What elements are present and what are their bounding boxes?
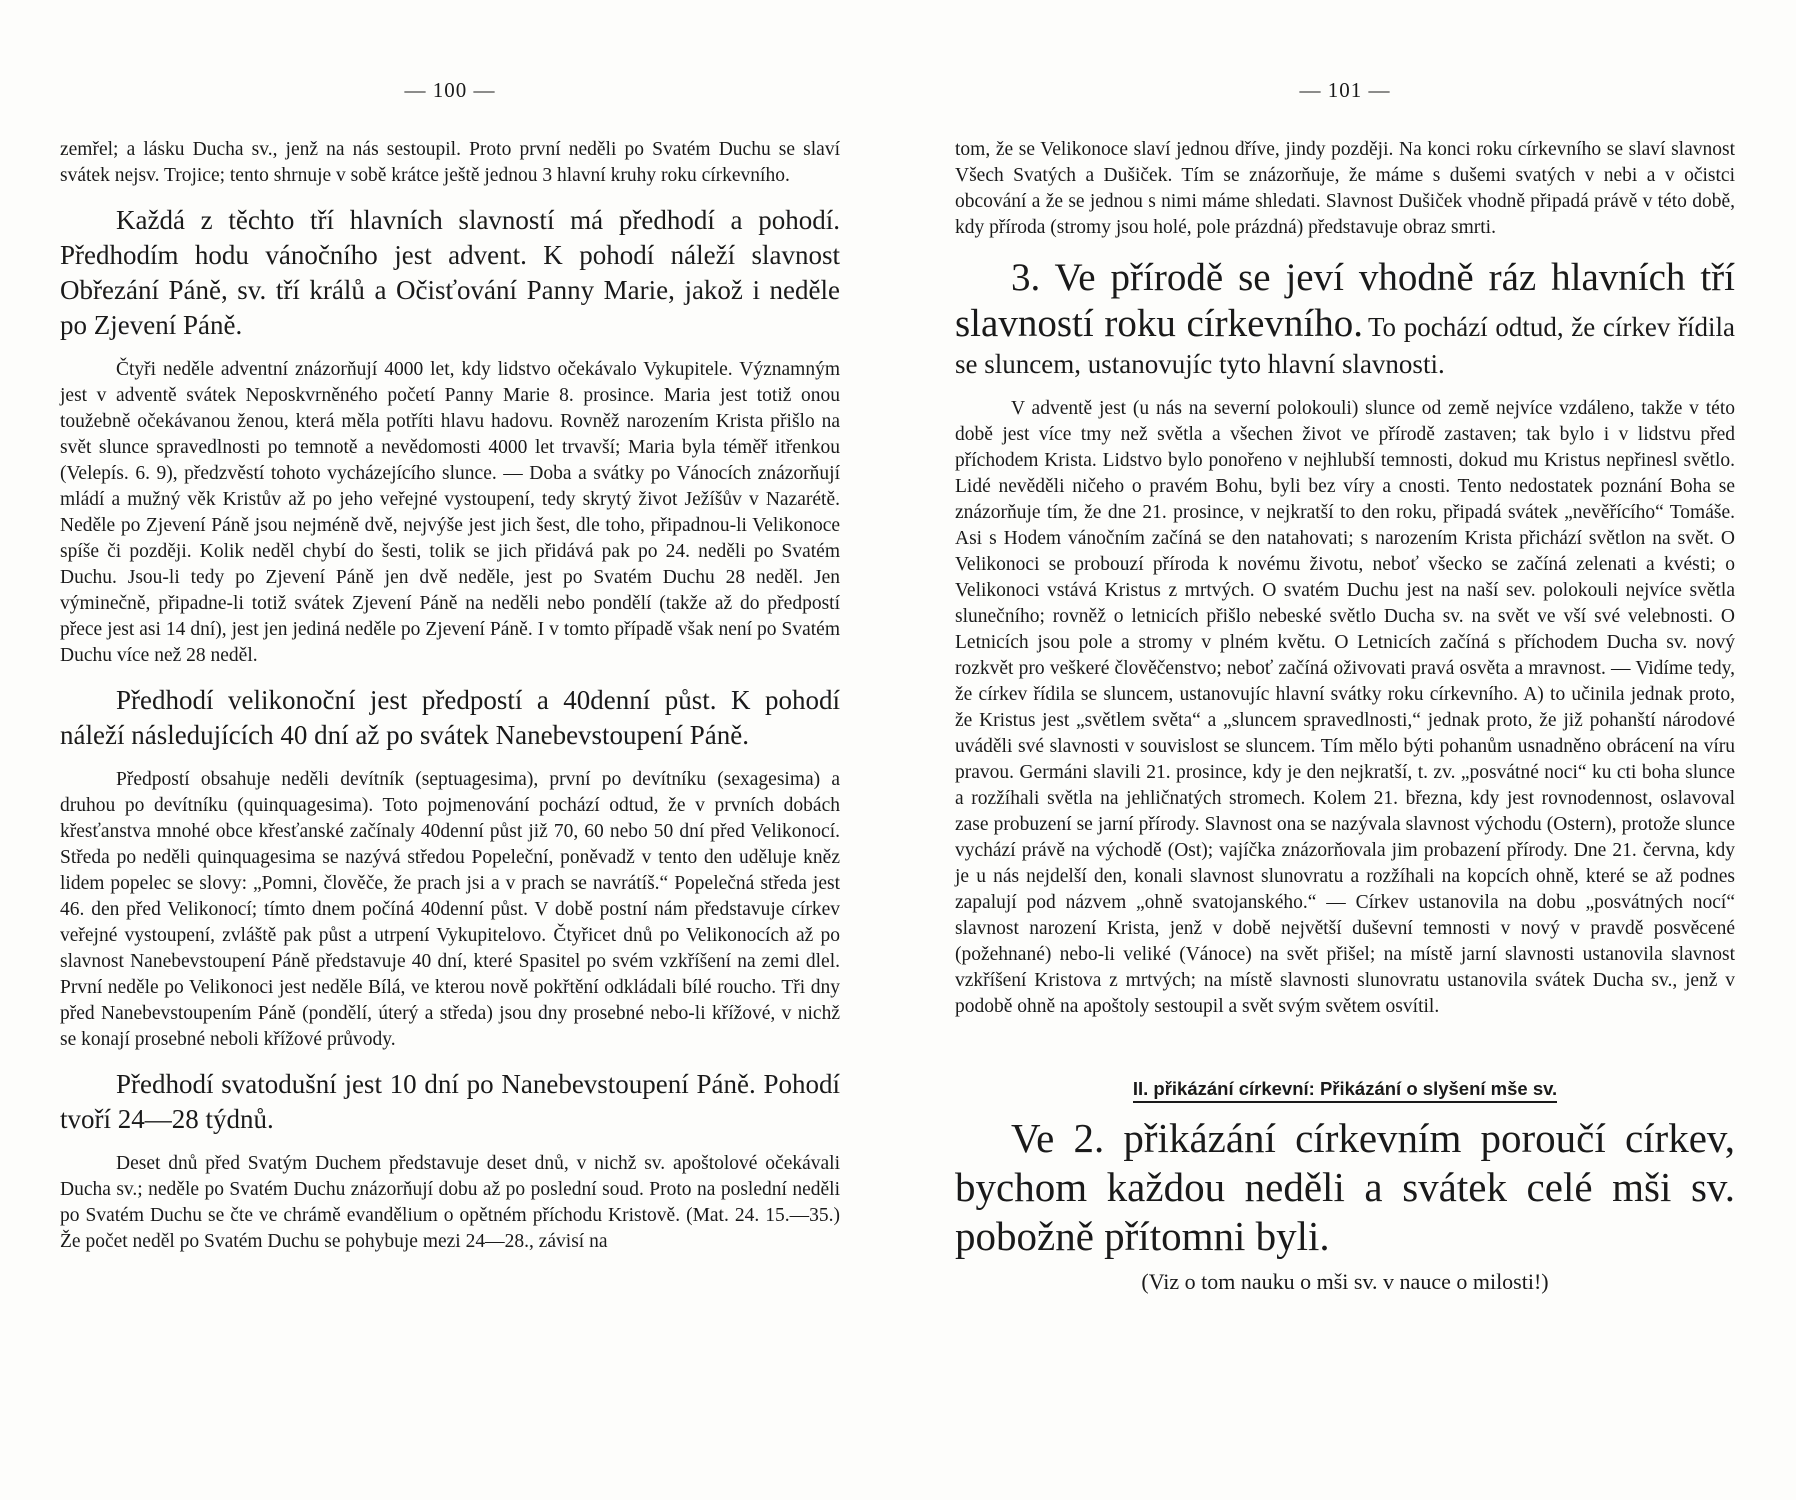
paragraph: Předhodí svatodušní jest 10 dní po Nanebevstoupení Páně. Pohodí tvoří 24—28 týdnů. (60, 1069, 840, 1134)
paragraph: V adventě jest (u nás na severní polokouli) slunce od země nejvíce vzdáleno, takže v této době jest více tmy než světla a všechen život ve přírodě zastaven; tak bylo i v lidstvu před příchodem Krista. Lidstvo bylo ponořeno v nejhlubší temnosti, dokud mu Kristus nepřinesl světlo. Lidé nevěděli ničeho o pravém Bohu, byli bez víry a cnosti. Tento nedostatek poznání Boha se znázorňuje tím, že dne 21. prosince, v nejkratší to den roku, připadá svátek „nevěřícího“ Tomáše. Asi s Hodem vánočním začíná se den natahovati; s narozením Krista přichází světlon na svět. O Velikonoci se probouzí příroda k novému životu, neboť všecko se začíná zelenati a kvésti; o Velikonoci vstává Kristus z mrtvých. O svatém Duchu jest na naší sev. polokouli nejvíce světla slunečního; rovněž o letnicích přišlo nebeské světlo Ducha sv. na svět ve vší své velebnosti. O Letnicích jsou pole a stromy v plném květu. O Letnicích začíná s příchodem Ducha sv. nový rozkvět pro veškeré člověčenstvo; neboť začíná oživovati pravá osvěta a mravnost. — Vidíme tedy, že církev řídila se sluncem, ustanovujíc hlavní svátky roku církevního. A) to učinila jednak proto, že Kristus jest „světlem světa“ a „sluncem spravedlnosti,“ jednak proto, že již pohanští národové uváděli své slavnosti v souvislost se sluncem. Tím mělo býti pohanům usnadněno obrácení na víru pravou. Germáni slavili 21. prosince, kdy je den nejkratší, t. zv. „posvátné noci“ ku cti boha slunce a rozžíhali světla na jehličnatých stromech. Kolem 21. března, kdy jest rovnodennost, oslavoval zase probuzení se jarní přírody. Slavnost ona se nazývala slavnost východu (Ostern), protože slunce vychází právě na východě (Ost); vajíčka znázorňovala jim probazení přírody. Dne 21. června, kdy je u nás nejdelší den, konali slavnost slunovratu a rozžíhali na kopcích ohně, které se až podnes zapalují pod názvem „ohně svatojanského.“ — Církev ustanovila na dobu „posvátných nocí“ slavnost narození Krista, jenž v době největší duševní temnosti v nový v pravdě posvěcené (požehnané) nebo-li veliké (Vánoce) na svět přišel; na místě jarní slavnosti ustanovila slavnost vzkříšení Kristova z mrtvých; na místě slavnosti slunovratu ustanovila svátek Ducha sv., jenž v podobě ohně na apoštoly sestoupil a svět svým světem osvítil. (955, 398, 1735, 1017)
reference-note: (Viz o tom nauku o mši sv. v nauce o milosti!) (1141, 1269, 1549, 1294)
page-number: — 100 — (404, 78, 496, 102)
section-heading-text: II. přikázání církevní: Přikázání o slyšení mše sv. (1133, 1078, 1557, 1103)
paragraph: Deset dnů před Svatým Duchem představuje deset dnů, v nichž sv. apoštolové očekávali Ducha sv.; neděle po Svatém Duchu znázorňují dobu až po poslední soud. Proto na poslední neděli po Svatém Duchu se čte ve chrámě evandělium o opětném příchodu Kristově. (Mat. 24. 15.—35.) Že počet neděl po Svatém Duchu se pohybuje mezi 24—28., závisí na (60, 1153, 840, 1252)
paragraph: tom, že se Velikonoce slaví jednou dříve, jindy později. Na konci roku církevního se slaví slavnost Všech Svatých a Dušiček. Tím se znázorňuje, že máme s dušemi svatých v nebi a v očistci obcování a že se jednou s nimi máme shledati. Slavnost Dušiček vhodně připadá právě v této době, kdy příroda (stromy jsou holé, pole prázdná) představuje obraz smrti. (955, 139, 1735, 238)
section-lead: 3. Ve přírodě se jeví vhodně ráz hlavních tří slavností roku církevního. (955, 256, 1735, 345)
paragraph: Čtyři neděle adventní znázorňují 4000 let, kdy lidstvo očekávalo Vykupitele. Významným jest v adventě svátek Neposkvrněného početí Panny Marie 8. prosince. Maria jest totiž onou toužebně očekávanou ženou, která měla potříti hlavu hadovu. Rovněž narozením Krista přišlo na svět slunce spravedlnosti po temnotě a nevědomosti 4000 let trvavší; Maria byla téměř itřenkou (Velepís. 6. 9), předzvěstí tohoto vycházejícího slunce. — Doba a svátky po Vánocích znázorňují mládí a mužný věk Kristův až po jeho veřejné vystoupení, tedy skrytý život Ježíšův v Nazarétě. Neděle po Zjevení Páně jsou nejméně dvě, nejvýše jest jich šest, dle toho, připadnou-li Velikonoce spíše či později. Kolik neděl chybí do šesti, tolik se jich přidává pak po 24. neděli po Svatém Duchu. Jsou-li tedy po Zjevení Páně jen dvě neděle, jest po Svatém Duchu 28 neděl. Jen výminečně, připadne-li totiž svátek Zjevení Páně na neděli nebo pondělí (takže až do předpostí přece jest asi 14 dní), jest jen jediná neděle po Zjevení Páně. I v tomto případě však není po Svatém Duchu více než 28 neděl. (60, 359, 840, 666)
paragraph: Předhodí velikonoční jest předpostí a 40denní půst. K pohodí náleží následujících 40 dní až po svátek Nanebevstoupení Páně. (60, 685, 840, 750)
section-text: To pochází odtud, že církev řídila se sluncem, ustanovujíc tyto hlavní slavnosti. (955, 312, 1736, 379)
paragraph: Předpostí obsahuje neděli devítník (septuagesima), první po devítníku (sexagesima) a druhou po devítníku (quinquagesima). Toto pojmenování pochází odtud, že v prvních dobách křesťanstva mnohé obce křesťanské začínaly 40denní půst již 70, 60 nebo 50 dní před Velikonocí. Středa po neděli quinquagesima se nazývá středou Popeleční, poněvadž v tento den uděluje kněz lidem popelec se slovy: „Pomni, člověče, že prach jsi a v prach se navrátíš.“ Popelečná středa jest 46. den před Velikonocí; tímto dnem počíná 40denní půst. V době postní nám představuje církev veřejné vystoupení, zvláště pak půst a utrpení Vykupitelovo. Čtyřicet dnů po Velikonocích až po slavnost Nanebevstoupení Páně představuje 40 dní, které Spasitel po svém vzkříšení na zemi dlel. První neděle po Velikonoci jest neděle Bílá, ve kterou nově pokřtění odkládali bílé roucho. Tři dny před Nanebevstoupením Páně (pondělí, úterý a středa) jsou dny prosebné nebo-li křížové, v nichž se konají prosebné neboli křížové průvody. (60, 769, 840, 1050)
section-heading (955, 1078, 1735, 1100)
commandment-text: Ve 2. přikázání církevním poroučí církev, bychom každou neděli a svátek celé mši sv. pobožně přítomni byli. (955, 1115, 1735, 1259)
section-paragraph (955, 255, 1735, 382)
right-page (955, 0, 1735, 1297)
page-number: — 101 — (1299, 78, 1391, 102)
left-page (60, 0, 840, 1255)
paragraph: Každá z těchto tří hlavních slavností má předhodí a pohodí. Předhodím hodu vánočního jest advent. K pohodí náleží slavnost Obřezání Páně, sv. tří králů a Očisťování Panny Marie, jakož i neděle po Zjevení Páně. (60, 205, 840, 340)
paragraph: zemřel; a lásku Ducha sv., jenž na nás sestoupil. Proto první neděli po Svatém Duchu se slaví svátek nejsv. Trojice; tento shrnuje v sobě krátce ještě jednou 3 hlavní kruhy roku církevního. (60, 139, 840, 186)
